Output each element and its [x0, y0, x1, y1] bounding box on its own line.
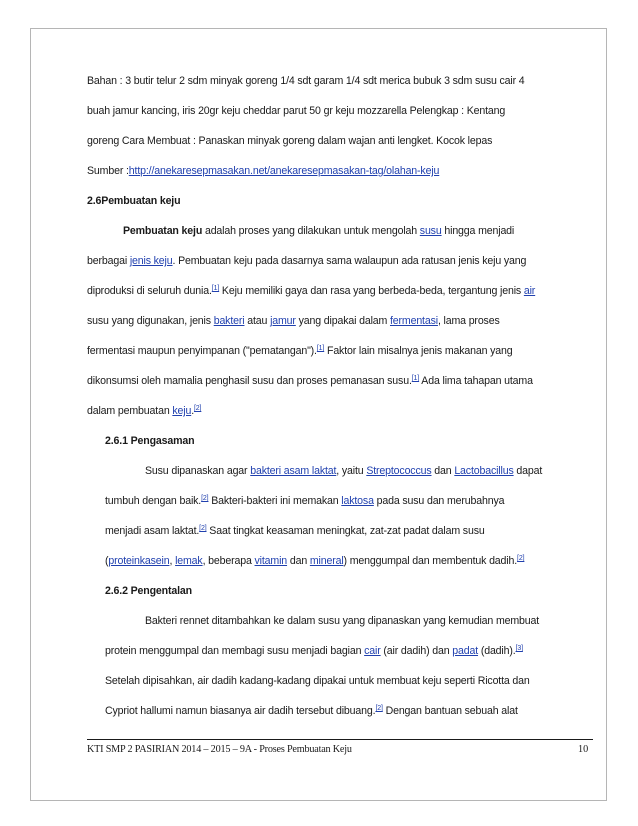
pengasaman-line-2: tumbuh dengan baik.[2] Bakteri-bakteri ini memakan laktosa pada susu dan merubahnya [105, 495, 505, 507]
citation-link[interactable]: [3] [515, 645, 523, 652]
subsection-heading-pengasaman: 2.6.1 Pengasaman [105, 435, 195, 447]
citation-link[interactable]: [2] [201, 495, 209, 502]
link-bakteri-asam-laktat[interactable]: bakteri asam laktat [250, 465, 337, 477]
intro-line-4: susu yang digunakan, jenis bakteri atau jamur yang dipakai dalam fermentasi, lama proses [87, 315, 500, 327]
recipe-line-2: buah jamur kancing, iris 20gr keju cheddar parut 50 gr keju mozzarella Pelengkap : Kentang [87, 105, 506, 117]
citation-link[interactable]: [1] [316, 345, 325, 352]
pengasaman-line-4: (proteinkasein, lemak, beberapa vitamin dan mineral) menggumpal dan membentuk dadih.[2] [105, 555, 525, 567]
intro-line-3: diproduksi di seluruh dunia.[1] Keju memiliki gaya dan rasa yang berbeda-beda, tergantung jenis air [87, 285, 536, 297]
intro-line-6: dikonsumsi oleh mamalia penghasil susu dan proses pemanasan susu.[1] Ada lima tahapan utama [87, 375, 533, 387]
pengasaman-line-3: menjadi asam laktat.[2] Saat tingkat keasaman meningkat, zat-zat padat dalam susu [105, 525, 485, 537]
link-vitamin[interactable]: vitamin [254, 555, 288, 567]
citation-link[interactable]: [2] [194, 405, 202, 412]
pengentalan-line-3: Setelah dipisahkan, air dadih kadang-kadang dipakai untuk membuat keju seperti Ricotta dan [105, 675, 530, 687]
link-jenis-keju[interactable]: jenis keju [129, 255, 173, 267]
source-line [87, 164, 439, 178]
pengentalan-line-2: protein menggumpal dan membagi susu menjadi bagian cair (air dadih) dan padat (dadih).[3] [105, 645, 523, 657]
intro-line-7: dalam pembuatan keju.[2] [87, 405, 202, 417]
link-streptococcus[interactable]: Streptococcus [366, 465, 432, 477]
intro-term: Pembuatan keju [123, 225, 203, 237]
link-cair[interactable]: cair [364, 645, 381, 657]
link-mineral[interactable]: mineral [309, 555, 344, 567]
citation-link[interactable]: [2] [199, 525, 207, 532]
subsection-heading-pengentalan: 2.6.2 Pengentalan [105, 585, 192, 597]
link-air[interactable]: air [523, 285, 536, 297]
link-laktosa[interactable]: laktosa [341, 495, 374, 507]
recipe-line-3: goreng Cara Membuat : Panaskan minyak goreng dalam wajan anti lengket. Kocok lepas [87, 135, 493, 147]
intro-line-1: Pembuatan keju adalah proses yang dilakukan untuk mengolah susu hingga menjadi [123, 225, 515, 237]
intro-line-2: berbagai jenis keju. Pembuatan keju pada dasarnya sama walaupun ada ratusan jenis keju yang [87, 255, 527, 267]
recipe-line-1: Bahan : 3 butir telur 2 sdm minyak goreng 1/4 sdt garam 1/4 sdt merica bubuk 3 sdm susu cair 4 [87, 75, 525, 87]
citation-link[interactable]: [2] [375, 705, 383, 712]
link-lactobacillus[interactable]: Lactobacillus [454, 465, 514, 477]
pengentalan-line-4: Cypriot hallumi namun biasanya air dadih tersebut dibuang.[2] Dengan bantuan sebuah alat [105, 705, 518, 717]
source-label: Sumber : [87, 165, 129, 177]
footer-text: KTI SMP 2 PASIRIAN 2014 – 2015 – 9A - Proses Pembuatan Keju [87, 744, 352, 755]
citation-link[interactable]: [1] [211, 285, 220, 292]
link-fermentasi[interactable]: fermentasi [389, 315, 438, 327]
intro-line-5: fermentasi maupun penyimpanan ("pematangan").[1] Faktor lain misalnya jenis makanan yang [87, 345, 513, 357]
link-proteinkasein[interactable]: proteinkasein [108, 555, 170, 567]
link-lemak[interactable]: lemak [175, 555, 203, 567]
link-susu[interactable]: susu [419, 225, 442, 237]
link-bakteri[interactable]: bakteri [213, 315, 245, 327]
citation-link[interactable]: [1] [411, 375, 420, 382]
link-padat[interactable]: padat [452, 645, 479, 657]
section-heading: 2.6Pembuatan keju [87, 195, 181, 207]
link-keju[interactable]: keju [172, 405, 192, 417]
footer-rule [87, 739, 593, 740]
source-link[interactable]: http://anekaresepmasakan.net/anekaresepmasakan-tag/olahan-keju [128, 165, 440, 177]
pengentalan-line-1: Bakteri rennet ditambahkan ke dalam susu yang dipanaskan yang kemudian membuat [145, 615, 540, 627]
pengasaman-line-1: Susu dipanaskan agar bakteri asam laktat, yaitu Streptococcus dan Lactobacillus dapat [145, 465, 543, 477]
page-number: 10 [578, 744, 589, 755]
citation-link[interactable]: [2] [517, 555, 525, 562]
link-jamur[interactable]: jamur [270, 315, 296, 327]
